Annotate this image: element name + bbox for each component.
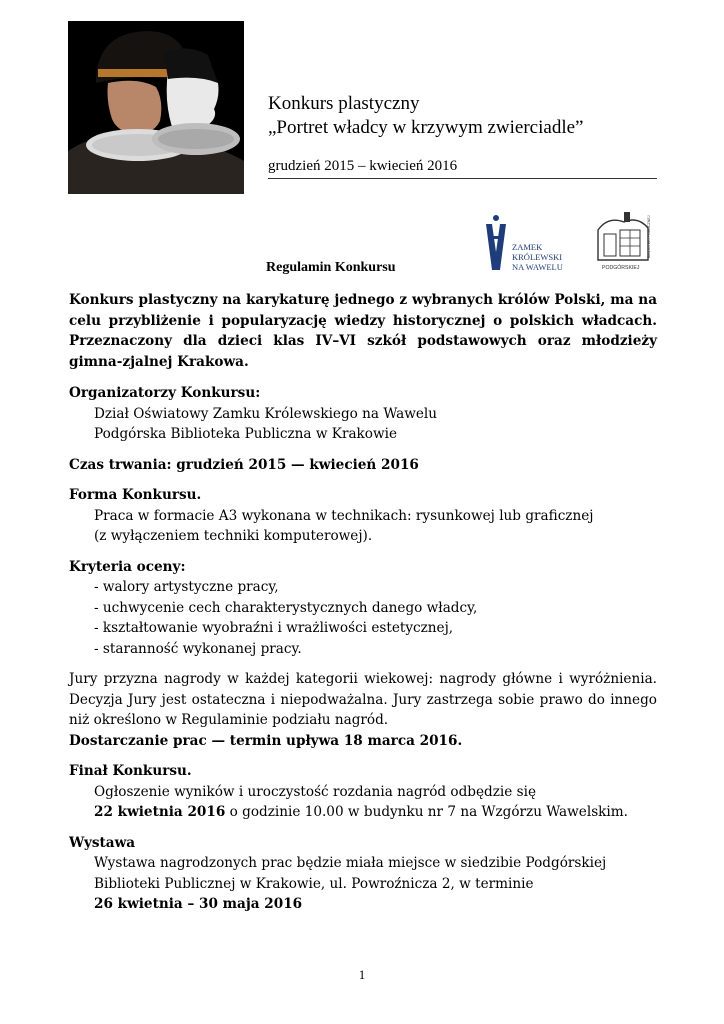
form-line-1: Praca w formacie A3 wykonana w technikach: rysunkowej lub graficznej	[94, 507, 594, 524]
organizer-item: Dział Oświatowy Zamku Królewskiego na Wawelu	[94, 405, 438, 422]
king-caricature-portrait	[68, 21, 244, 194]
exhibition-heading: Wystawa	[69, 834, 136, 851]
final-line-2-rest: o godzinie 10.00 w budynku nr 7 na Wzgórzu Wawelskim.	[225, 804, 628, 820]
final-date: 22 kwietnia 2016	[94, 804, 226, 820]
jury-paragraph: Jury przyzna nagrody w każdej kategorii wiekowej: nagrody główne i wyróżnienia. Decyzja Jury jest ostateczna i niepodważalna. Jury zastrzega sobie prawo do innego niż określono w Regulaminie podziału nagród.	[69, 671, 657, 728]
regulations-body	[69, 290, 657, 925]
final-section	[69, 761, 657, 823]
final-line-1: Ogłoszenie wyników i uroczystość rozdania nagród odbędzie się	[94, 783, 537, 800]
header-divider	[268, 178, 657, 179]
duration-line: Czas trwania: grudzień 2015 — kwiecień 2016	[69, 456, 419, 473]
page-title	[268, 92, 583, 140]
form-section	[69, 485, 657, 547]
exhibition-section	[69, 833, 657, 915]
organizers-section	[69, 383, 657, 445]
criteria-item: - walory artystyczne pracy,	[94, 579, 279, 595]
form-line-2: (z wyłączeniem techniki komputerowej).	[94, 528, 373, 544]
intro-paragraph: Konkurs plastyczny na karykaturę jednego z wybranych królów Polski, ma na celu przybliżenie i popularyzację wiedzy historycznej o polskich władcach. Przeznaczony dla dzieci klas IV–VI szkół podstawowych oraz młodzieży gimna-zjalnej Krakowa.	[69, 292, 657, 370]
exhibition-line-2: Biblioteki Publicznej w Krakowie, ul. Powroźnicza 2, w terminie	[94, 875, 534, 892]
criteria-section	[69, 557, 657, 660]
library-logo-caption: PODGÓRSKIEJ	[602, 265, 640, 271]
regulations-heading: Regulamin Konkursu	[266, 260, 396, 275]
wawel-castle-logo	[484, 212, 574, 276]
criteria-item: - uchwycenie cech charakterystycznych danego władcy,	[94, 599, 478, 616]
delivery-line: Dostarczanie prac — termin upływa 18 marca 2016.	[69, 732, 463, 749]
contest-dates: grudzień 2015 – kwiecień 2016	[268, 158, 458, 174]
library-logo-side-text: BIBLIOTEKI PUBLICZNEJ	[647, 215, 651, 258]
organizer-item: Podgórska Biblioteka Publiczna w Krakowie	[94, 426, 398, 442]
criteria-item: - kształtowanie wyobraźni i wrażliwości estetycznej,	[94, 620, 454, 636]
page-number: 1	[358, 967, 366, 982]
library-logo	[594, 208, 654, 274]
title-line-2: „Portret władcy w krzywym zwierciadle”	[268, 117, 584, 138]
exhibition-line-1: Wystawa nagrodzonych prac będzie miała miejsce w siedzibie Podgórskiej	[94, 855, 607, 871]
criteria-heading: Kryteria oceny:	[69, 558, 186, 575]
final-line-2	[69, 802, 657, 823]
wawel-logo-line-2: KRÓLEWSKI	[512, 252, 563, 262]
organizers-heading: Organizatorzy Konkursu:	[69, 385, 261, 401]
title-line-1: Konkurs plastyczny	[268, 93, 420, 114]
exhibition-dates: 26 kwietnia – 30 maja 2016	[94, 896, 303, 912]
form-heading: Forma Konkursu.	[69, 487, 202, 503]
final-heading: Finał Konkursu.	[69, 763, 192, 779]
wawel-logo-line-3: NA WAWELU	[512, 262, 563, 272]
criteria-item: - staranność wykonanej pracy.	[94, 640, 302, 657]
wawel-logo-line-1: ZAMEK	[512, 242, 543, 252]
